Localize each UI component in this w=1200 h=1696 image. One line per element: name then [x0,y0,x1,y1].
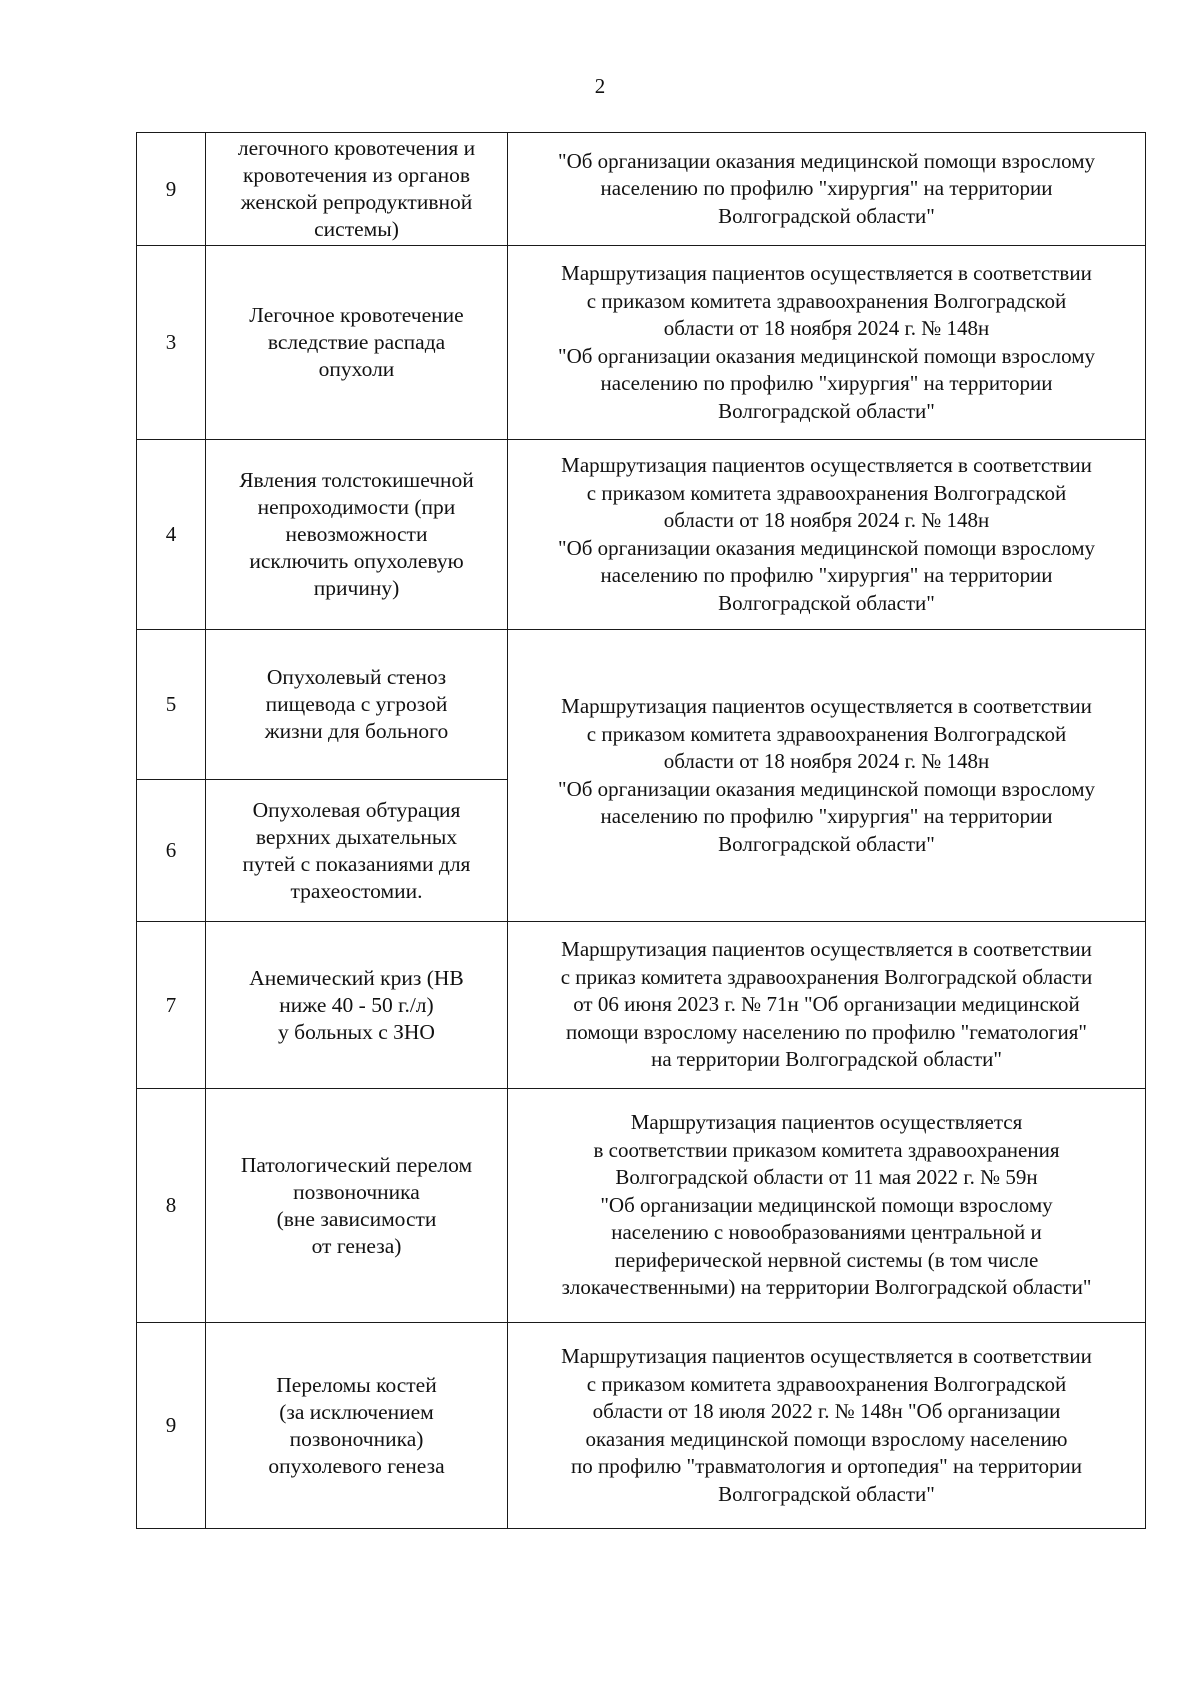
routing-cell: Маршрутизация пациентов осуществляется в соответствии приказом комитета здравоохранения Волгоградской области от 11 мая 2022 г. № 59н "Об организации медицинской помощи взрослому населению с новообразованиями центральной и периферической нервной системы (в том числе злокачественными) на территории Волгоградской области" [508,1089,1146,1323]
row-number: 8 [137,1089,206,1323]
table-row [137,133,1146,246]
routing-cell: "Об организации оказания медицинской помощи взрослому населению по профилю "хирургия" на территории Волгоградской области" [508,133,1146,246]
condition-cell: легочного кровотечения и кровотечения из органов женской репродуктивной системы) [206,133,508,246]
routing-cell: Маршрутизация пациентов осуществляется в соответствии с приказом комитета здравоохранения Волгоградской области от 18 июля 2022 г. № 148н "Об организации оказания медицинской помощи взрослому населению по профилю "травматология и ортопедия" на территории Волгоградской области" [508,1323,1146,1529]
routing-cell: Маршрутизация пациентов осуществляется в соответствии с приказом комитета здравоохранения Волгоградской области от 18 ноября 2024 г. № 148н "Об организации оказания медицинской помощи взрослому населению по профилю "хирургия" на территории Волгоградской области" [508,246,1146,440]
condition-cell: Патологический перелом позвоночника (вне зависимости от генеза) [206,1089,508,1323]
page-number: 2 [594,74,606,98]
row-number: 6 [137,780,206,922]
condition-cell: Переломы костей (за исключением позвоночника) опухолевого генеза [206,1323,508,1529]
row-number: 4 [137,440,206,630]
routing-cell: Маршрутизация пациентов осуществляется в соответствии с приказом комитета здравоохранения Волгоградской области от 18 ноября 2024 г. № 148н "Об организации оказания медицинской помощи взрослому населению по профилю "хирургия" на территории Волгоградской области" [508,630,1146,922]
routing-cell: Маршрутизация пациентов осуществляется в соответствии с приказом комитета здравоохранения Волгоградской области от 18 ноября 2024 г. № 148н "Об организации оказания медицинской помощи взрослому населению по профилю "хирургия" на территории Волгоградской области" [508,440,1146,630]
condition-cell: Опухолевая обтурация верхних дыхательных путей с показаниями для трахеостомии. [206,780,508,922]
row-number: 5 [137,630,206,780]
row-number: 3 [137,246,206,440]
routing-cell: Маршрутизация пациентов осуществляется в соответствии с приказ комитета здравоохранения Волгоградской области от 06 июня 2023 г. № 71н "Об организации медицинской помощи взрослому населению по профилю "гематология" на территории Волгоградской области" [508,922,1146,1089]
table-row [137,1323,1146,1529]
condition-cell: Легочное кровотечение вследствие распада опухоли [206,246,508,440]
table-row [137,922,1146,1089]
table-row [137,1089,1146,1323]
row-number: 9 [137,133,206,246]
condition-cell: Опухолевый стеноз пищевода с угрозой жизни для больного [206,630,508,780]
table-row [137,630,1146,780]
row-number: 9 [137,1323,206,1529]
table-row [137,440,1146,630]
row-number: 7 [137,922,206,1089]
table-row [137,246,1146,440]
condition-cell: Анемический криз (НВ ниже 40 - 50 г./л) у больных с ЗНО [206,922,508,1089]
condition-cell: Явления толстокишечной непроходимости (при невозможности исключить опухолевую причину) [206,440,508,630]
routing-table [136,132,1146,1529]
